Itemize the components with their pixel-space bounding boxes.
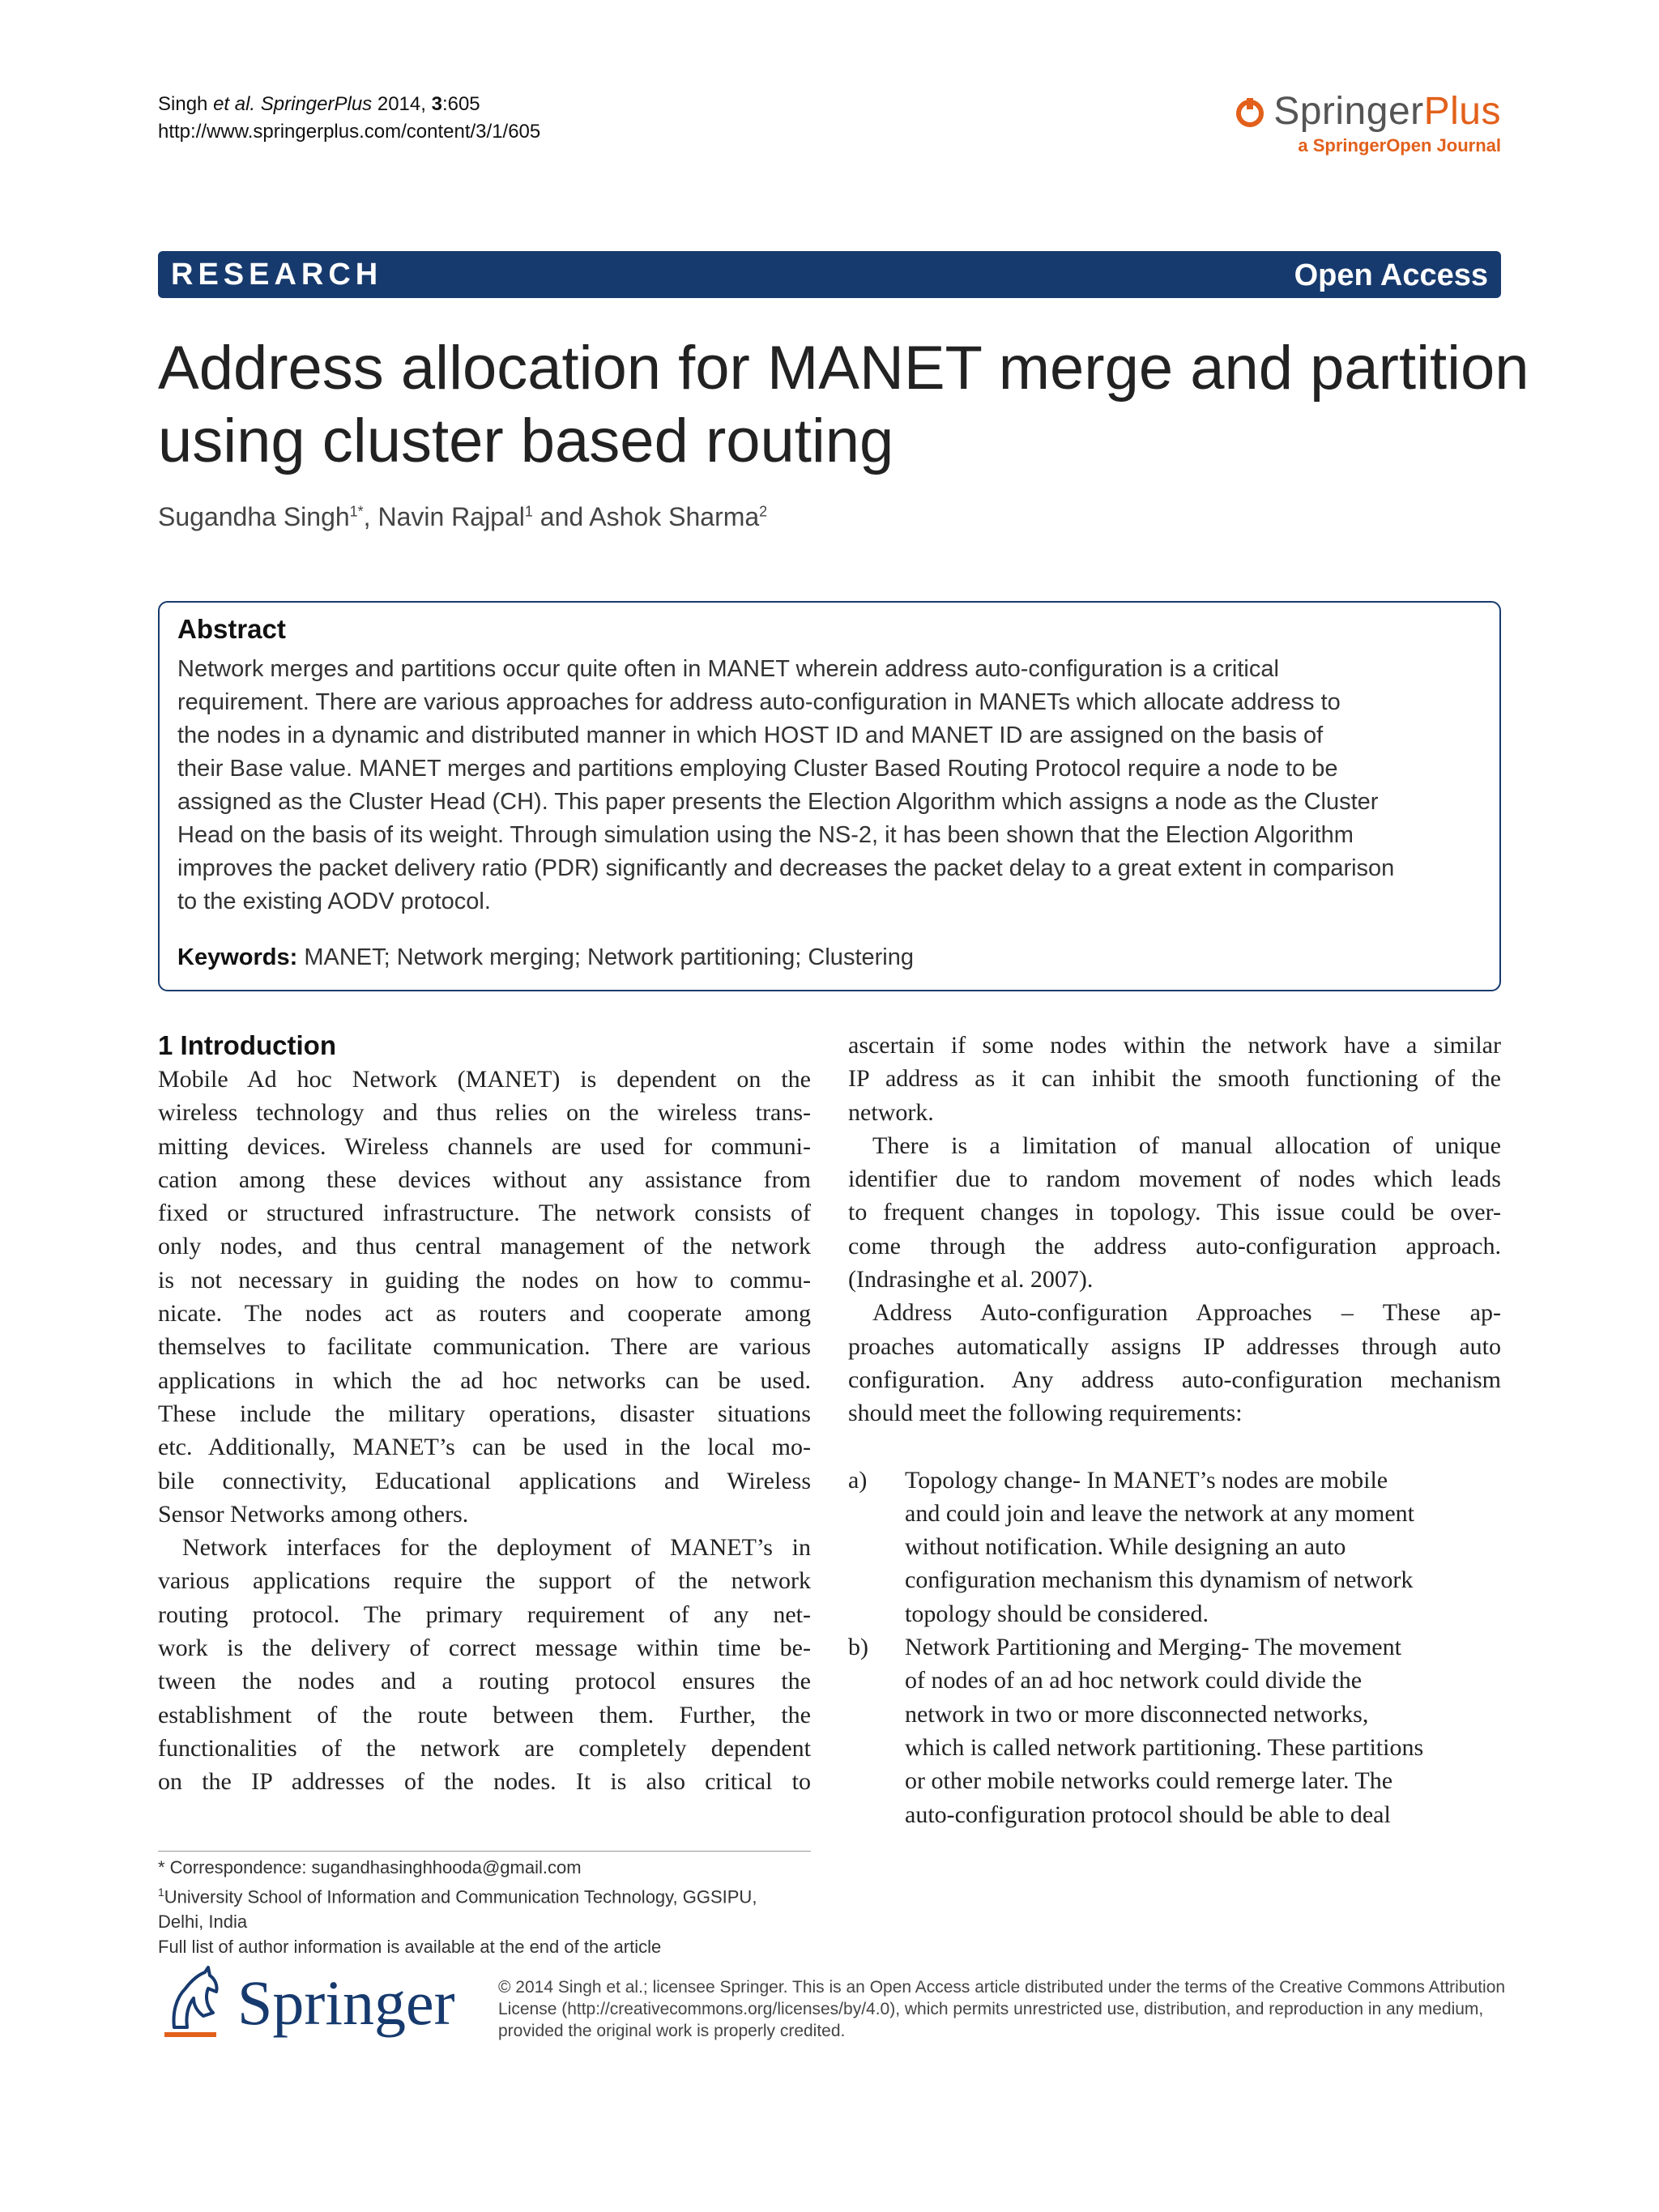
body-line: proaches automatically assigns IP addresses through auto bbox=[848, 1332, 1501, 1360]
body-line: fixed or structured infrastructure. The network consists of bbox=[158, 1200, 811, 1227]
footnote-divider bbox=[158, 1851, 811, 1852]
body-line: mitting devices. Wireless channels are used for communi- bbox=[158, 1132, 811, 1160]
keywords bbox=[177, 944, 914, 971]
springer-logo bbox=[158, 1964, 455, 2042]
author-affil-sup: 1 bbox=[524, 503, 533, 520]
body-line: work is the delivery of correct message within time be- bbox=[158, 1634, 811, 1662]
article-type-banner bbox=[158, 251, 1501, 298]
body-line: tween the nodes and a routing protocol ensures the bbox=[158, 1668, 811, 1695]
springerplus-logo bbox=[1235, 89, 1501, 156]
author-info-note: Full list of author information is available at the end of the article bbox=[158, 1937, 662, 1958]
citation-volume: 3 bbox=[431, 93, 442, 115]
body-line: Topology change- In MANET’s nodes are mobile bbox=[905, 1466, 1388, 1494]
springerplus-mark-icon bbox=[1235, 96, 1265, 127]
body-line: which is called network partitioning. These partitions bbox=[905, 1733, 1424, 1761]
abstract-body bbox=[177, 653, 1490, 918]
citation-header bbox=[158, 91, 540, 146]
body-line: applications in which the ad hoc networks can be used. bbox=[158, 1366, 811, 1394]
author-name: Ashok Sharma bbox=[589, 502, 760, 531]
abstract-heading: Abstract bbox=[177, 614, 286, 644]
abstract-line: assigned as the Cluster Head (CH). This paper presents the Election Algorithm which assigns a node as the Cluster bbox=[177, 789, 1379, 815]
body-line: cation among these devices without any assistance from bbox=[158, 1166, 811, 1193]
abstract-line: Head on the basis of its weight. Through simulation using the NS-2, it has been shown that the Election Algorithm bbox=[177, 822, 1354, 848]
body-line: network. bbox=[848, 1098, 934, 1126]
body-line: identifier due to random movement of nodes which leads bbox=[848, 1166, 1501, 1193]
body-line: should meet the following requirements: bbox=[848, 1400, 1243, 1427]
abstract-box bbox=[158, 601, 1501, 991]
abstract-line: to the existing AODV protocol. bbox=[177, 889, 491, 914]
list-item bbox=[848, 1630, 1501, 1831]
body-column-left bbox=[158, 1029, 811, 1799]
body-line: etc. Additionally, MANET’s can be used in the local mo- bbox=[158, 1434, 811, 1461]
section-heading: 1 Introduction bbox=[158, 1030, 336, 1060]
author-separator: and bbox=[532, 502, 590, 531]
body-line: ascertain if some nodes within the network have a similar bbox=[848, 1032, 1501, 1059]
abstract-line: Network merges and partitions occur quite often in MANET wherein address auto-configuration is a critical bbox=[177, 656, 1279, 682]
keywords-label: Keywords: bbox=[177, 944, 298, 970]
affiliation-text-2: Delhi, India bbox=[158, 1912, 248, 1933]
paragraph bbox=[848, 1029, 1501, 1129]
paragraph bbox=[848, 1296, 1501, 1430]
body-line: come through the address auto-configuration approach. bbox=[848, 1232, 1501, 1259]
body-line: There is a limitation of manual allocation of unique bbox=[872, 1132, 1501, 1159]
body-line: on the IP addresses of the nodes. It is also critical to bbox=[158, 1768, 811, 1796]
citation-line bbox=[158, 91, 540, 118]
body-line: various applications require the support of the network bbox=[158, 1567, 811, 1595]
body-line: (Indrasinghe et al. 2007). bbox=[848, 1266, 1094, 1294]
abstract-line: requirement. There are various approaches for address auto-configuration in MANETs which allocate address to bbox=[177, 689, 1341, 715]
body-line: configuration mechanism this dynamism of network bbox=[905, 1566, 1414, 1594]
body-line: auto-configuration protocol should be able to deal bbox=[905, 1801, 1391, 1828]
list-item-label: b) bbox=[848, 1634, 868, 1661]
citation-author: Singh bbox=[158, 93, 208, 115]
body-line: or other mobile networks could remerge later. The bbox=[905, 1767, 1393, 1795]
author-name: Navin Rajpal bbox=[377, 502, 525, 531]
banner-open-access: Open Access bbox=[1294, 258, 1488, 292]
citation-journal: SpringerPlus bbox=[260, 93, 373, 115]
body-line: only nodes, and thus central management of the network bbox=[158, 1233, 811, 1260]
body-line: establishment of the route between them. Further, the bbox=[158, 1701, 811, 1728]
author-name: Sugandha Singh bbox=[158, 502, 350, 531]
citation-year: 2014, bbox=[377, 93, 426, 115]
logo-subtitle: a SpringerOpen Journal bbox=[1298, 135, 1501, 156]
body-line: of nodes of an ad hoc network could divide the bbox=[905, 1667, 1363, 1694]
body-line: Sensor Networks among others. bbox=[158, 1500, 469, 1528]
affiliation-sup: 1 bbox=[158, 1886, 164, 1899]
article-title: Address allocation for MANET merge and partition using cluster based routing bbox=[158, 334, 1529, 475]
article-url[interactable]: http://www.springerplus.com/content/3/1/605 bbox=[158, 121, 541, 143]
springer-wordmark: Springer bbox=[237, 1967, 455, 2038]
body-line: These include the military operations, disaster situations bbox=[158, 1400, 811, 1427]
body-line: nicate. The nodes act as routers and cooperate among bbox=[158, 1300, 811, 1328]
body-line: configuration. Any address auto-configuration mechanism bbox=[848, 1366, 1501, 1393]
body-line: bile connectivity, Educational applications and Wireless bbox=[158, 1467, 811, 1494]
body-line: and could join and leave the network at any moment bbox=[905, 1499, 1414, 1527]
paragraph bbox=[848, 1129, 1501, 1296]
logo-name: Springer bbox=[1273, 90, 1424, 133]
body-line: topology should be considered. bbox=[905, 1600, 1209, 1627]
body-line: without notification. While designing an auto bbox=[905, 1533, 1346, 1561]
body-line: routing protocol. The primary requirement of any net- bbox=[158, 1600, 811, 1628]
body-line: functionalities of the network are completely dependent bbox=[158, 1734, 811, 1762]
body-line: themselves to facilitate communication. There are various bbox=[158, 1333, 811, 1361]
body-line: is not necessary in guiding the nodes on how to commu- bbox=[158, 1266, 811, 1294]
body-line: Network Partitioning and Merging- The movement bbox=[905, 1634, 1401, 1661]
keywords-list: MANET; Network merging; Network partitioning; Clustering bbox=[304, 944, 914, 970]
body-line: Mobile Ad hoc Network (MANET) is dependent on the bbox=[158, 1066, 811, 1093]
paragraph bbox=[158, 1063, 811, 1531]
citation-etal: et al. bbox=[213, 93, 256, 115]
list-item bbox=[848, 1464, 1501, 1630]
affiliation-text: University School of Information and Communication Technology, GGSIPU, bbox=[164, 1886, 757, 1907]
abstract-line: improves the packet delivery ratio (PDR) significantly and decreases the packet delay to a great extent in comparison bbox=[177, 855, 1395, 881]
body-line: Network interfaces for the deployment of MANET’s in bbox=[182, 1534, 811, 1562]
license-text: © 2014 Singh et al.; licensee Springer. This is an Open Access article distributed under the terms of the Creative Commons Attribution License (http://creativecommons.org/licenses/by/4.0), which permits unrestricted use, distribution, and reproduction in any medium, provided the original work is properly credited. bbox=[498, 1978, 1506, 2040]
body-line: network in two or more disconnected networks, bbox=[905, 1700, 1369, 1728]
affiliation-note bbox=[158, 1880, 811, 1909]
correspondence-note: * Correspondence: sugandhasinghhooda@gmail.com bbox=[158, 1857, 582, 1877]
banner-research: RESEARCH bbox=[171, 258, 383, 292]
body-line: Address Auto-configuration Approaches – These ap- bbox=[872, 1299, 1501, 1327]
author-affil-sup: 2 bbox=[759, 503, 768, 520]
abstract-line: their Base value. MANET merges and partitions employing Cluster Based Routing Protocol require a node to be bbox=[177, 756, 1338, 782]
paragraph bbox=[158, 1531, 811, 1798]
body-line: wireless technology and thus relies on the wireless trans- bbox=[158, 1099, 811, 1127]
body-line: to frequent changes in topology. This issue could be over- bbox=[848, 1199, 1501, 1226]
citation-article: :605 bbox=[441, 93, 480, 115]
abstract-line: the nodes in a dynamic and distributed manner in which HOST ID and MANET ID are assigned on the basis of bbox=[177, 722, 1324, 748]
list-item-label: a) bbox=[848, 1466, 868, 1494]
author-affil-sup: 1* bbox=[349, 503, 364, 520]
footnotes bbox=[158, 1855, 811, 1959]
springer-horse-icon bbox=[158, 1964, 223, 2042]
author-list bbox=[158, 502, 767, 532]
author-separator: , bbox=[363, 502, 378, 531]
body-column-right bbox=[848, 1029, 1501, 1831]
body-line: IP address as it can inhibit the smooth functioning of the bbox=[848, 1065, 1501, 1093]
logo-plus: Plus bbox=[1423, 90, 1501, 133]
